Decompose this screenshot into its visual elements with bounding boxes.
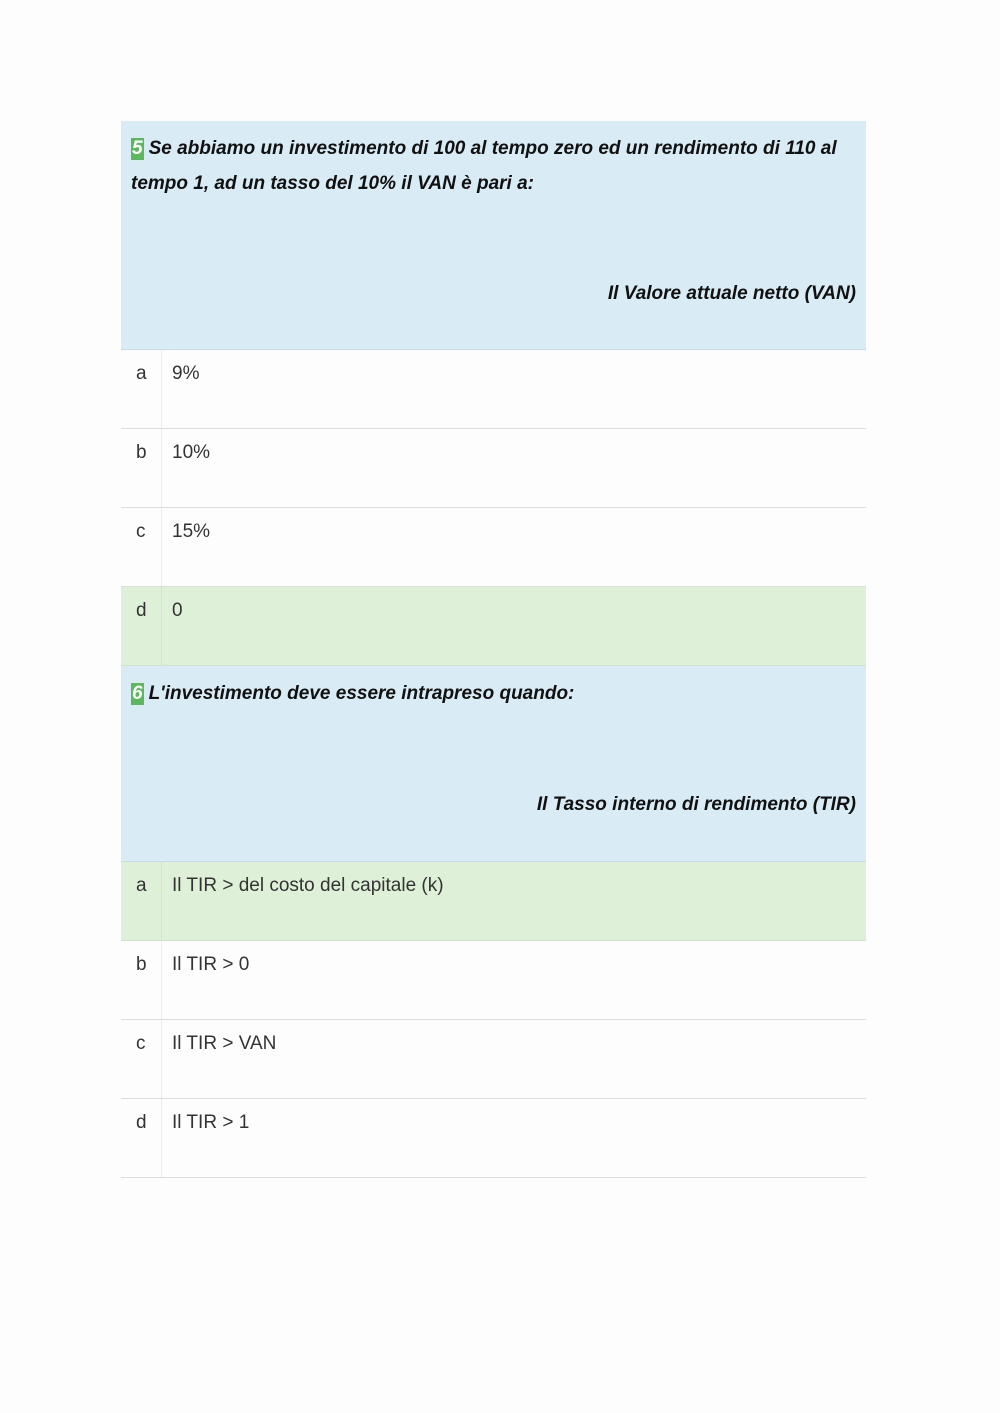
answer-text: 15% [172, 521, 211, 542]
question-6-text-block [131, 676, 856, 711]
answer-letter: a [121, 350, 162, 428]
answer-text: 0 [172, 600, 183, 621]
answer-letter: d [121, 587, 162, 665]
answer-option-a-correct[interactable] [121, 862, 866, 941]
question-text: L'investimento deve essere intrapreso quando: [148, 683, 575, 704]
question-topic: Il Valore attuale netto (VAN) [607, 283, 856, 304]
answer-option-b[interactable] [121, 429, 866, 508]
answer-option-d[interactable] [121, 1099, 866, 1178]
question-5-header [121, 121, 866, 350]
answer-letter: c [121, 1020, 162, 1098]
answer-text: Il TIR > 1 [172, 1112, 250, 1133]
question-text: Se abbiamo un investimento di 100 al tempo zero ed un rendimento di 110 al tempo 1, ad un tasso del 10% il VAN è pari a: [131, 138, 837, 194]
answer-letter: c [121, 508, 162, 586]
answer-letter: a [121, 862, 162, 940]
question-6-header [121, 666, 866, 862]
quiz-container [121, 121, 866, 1178]
answer-text: 9% [172, 363, 200, 384]
question-number-badge: 5 [132, 138, 143, 159]
answer-option-a[interactable] [121, 350, 866, 429]
question-5-text-block [131, 131, 856, 201]
answer-text: 10% [172, 442, 211, 463]
answer-letter: b [121, 429, 162, 507]
answer-option-c[interactable] [121, 1020, 866, 1099]
question-number-badge: 6 [132, 683, 143, 704]
answer-option-b[interactable] [121, 941, 866, 1020]
answer-option-d-correct[interactable] [121, 587, 866, 666]
answer-text: Il TIR > VAN [172, 1033, 277, 1054]
answer-letter: b [121, 941, 162, 1019]
answer-option-c[interactable] [121, 508, 866, 587]
question-topic: Il Tasso interno di rendimento (TIR) [536, 794, 856, 815]
answer-text: Il TIR > 0 [172, 954, 250, 975]
answer-letter: d [121, 1099, 162, 1177]
answer-text: Il TIR > del costo del capitale (k) [172, 875, 444, 896]
